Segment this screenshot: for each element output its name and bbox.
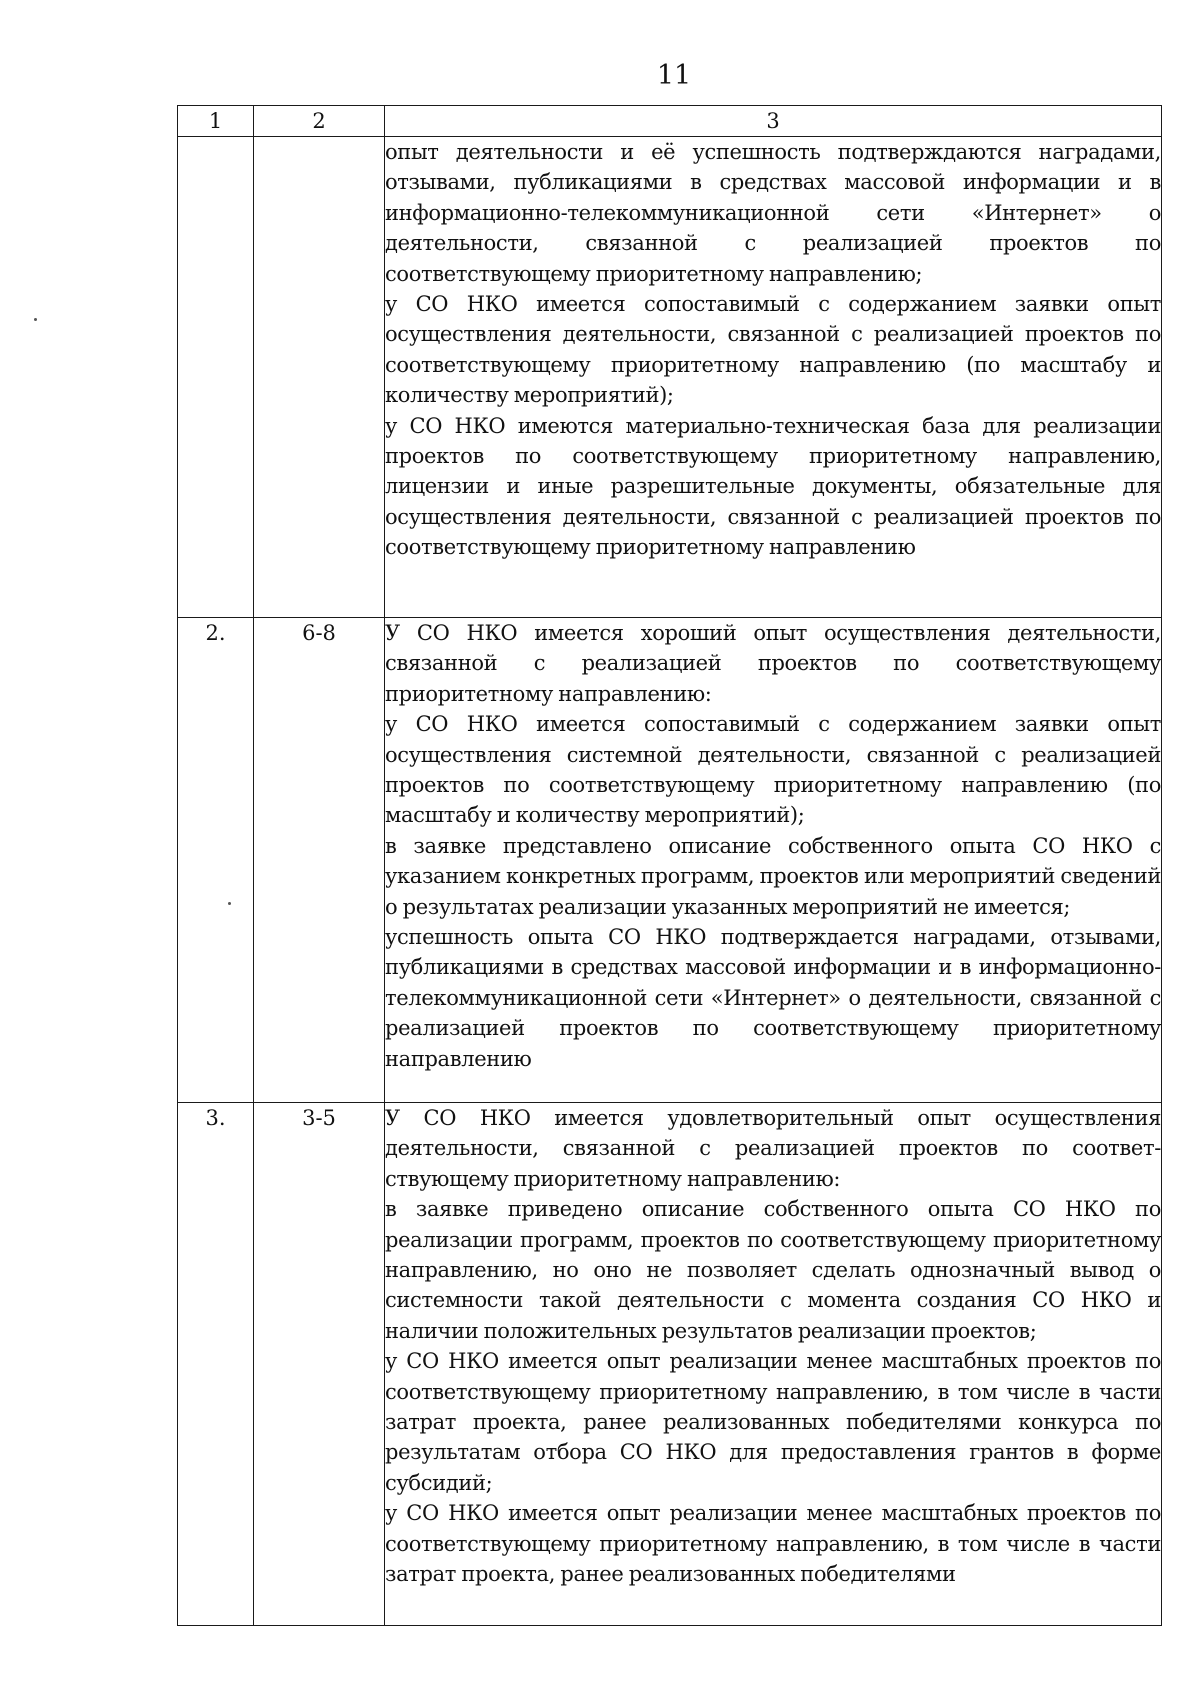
row-number: 3. xyxy=(178,1103,254,1626)
scan-speck xyxy=(228,902,231,905)
paragraph: у СО НКО имеется сопоставимый с содержанием заявки опыт осуществления деятельности, связанной с реализацией проектов по соответствующему приоритетному направлению (по масштабу и количеству мероприятий); xyxy=(385,292,1161,408)
row-number xyxy=(178,137,254,618)
paragraph: у СО НКО имеется опыт реализации менее масштабных проектов по соответствующему приоритетному направлению, в том числе в части затрат проекта, ранее реализованных победителями xyxy=(385,1501,1161,1587)
table-header-row xyxy=(178,106,1162,137)
paragraph: у СО НКО имеется опыт реализации менее масштабных проектов по соответствующему приоритетному направлению, в том числе в части затрат проекта, ранее реализованных победителями конкурса по результатам отбора СО НКО для предоставления грантов в форме субсидий; xyxy=(385,1349,1161,1495)
paragraph: У СО НКО имеется удовлетворительный опыт осуществления деятельности, связанной с реализацией проектов по соответ-ствующему приоритетному направлению: xyxy=(385,1106,1161,1191)
paragraph: у СО НКО имеются материально-техническая база для реализации проектов по соответствующему приоритетному направлению, лицензии и иные разрешительные документы, обязательные для осуществления деятельности, связанной с реализацией проектов по соответствующему приоритетному направлению xyxy=(385,413,1161,560)
paragraph: у СО НКО имеется сопоставимый с содержанием заявки опыт осуществления системной деятельности, связанной с реализацией проектов по соответствующему приоритетному направлению (по масштабу и количеству мероприятий); xyxy=(385,712,1161,828)
header-col-1: 1 xyxy=(178,106,254,137)
paragraph: У СО НКО имеется хороший опыт осуществления деятельности, связанной с реализацией проектов по соответствующему приоритетному направлению: xyxy=(385,621,1161,706)
table-row xyxy=(178,1103,1162,1626)
criteria-table xyxy=(177,105,1162,1626)
paragraph: в заявке приведено описание собственного опыта СО НКО по реализации программ, проектов по соответствующему приоритетному направлению, но оно не позволяет сделать однозначный вывод о системности такой деятельности с момента создания СО НКО и наличии положительных результатов реализации проектов; xyxy=(385,1197,1161,1343)
row-description xyxy=(385,618,1162,1103)
header-col-3: 3 xyxy=(385,106,1162,137)
paragraph: опыт деятельности и её успешность подтверждаются наградами, отзывами, публикациями в средствах массовой информации и в информационно-телекоммуникационной сети «Интернет» о деятельности, связанной с реализацией проектов по соответствующему приоритетному направлению; xyxy=(385,140,1161,286)
row-score: 3-5 xyxy=(254,1103,385,1626)
header-col-2: 2 xyxy=(254,106,385,137)
row-score: 6-8 xyxy=(254,618,385,1103)
page-number: 11 xyxy=(656,60,692,91)
table-row xyxy=(178,618,1162,1103)
row-description xyxy=(385,137,1162,618)
paragraph: в заявке представлено описание собственного опыта СО НКО с указанием конкретных программ, проектов или мероприятий сведений о результатах реализации указанных мероприятий не имеется; xyxy=(385,833,1161,919)
paragraph: успешность опыта СО НКО подтверждается наградами, отзывами, публикациями в средствах массовой информации и в информационно-телекоммуникационной сети «Интернет» о деятельности, связанной с реализацией проектов по соответствующему приоритетному направлению xyxy=(385,925,1161,1071)
row-score xyxy=(254,137,385,618)
table-row xyxy=(178,137,1162,618)
row-number: 2. xyxy=(178,618,254,1103)
row-description xyxy=(385,1103,1162,1626)
scan-speck xyxy=(34,318,37,321)
